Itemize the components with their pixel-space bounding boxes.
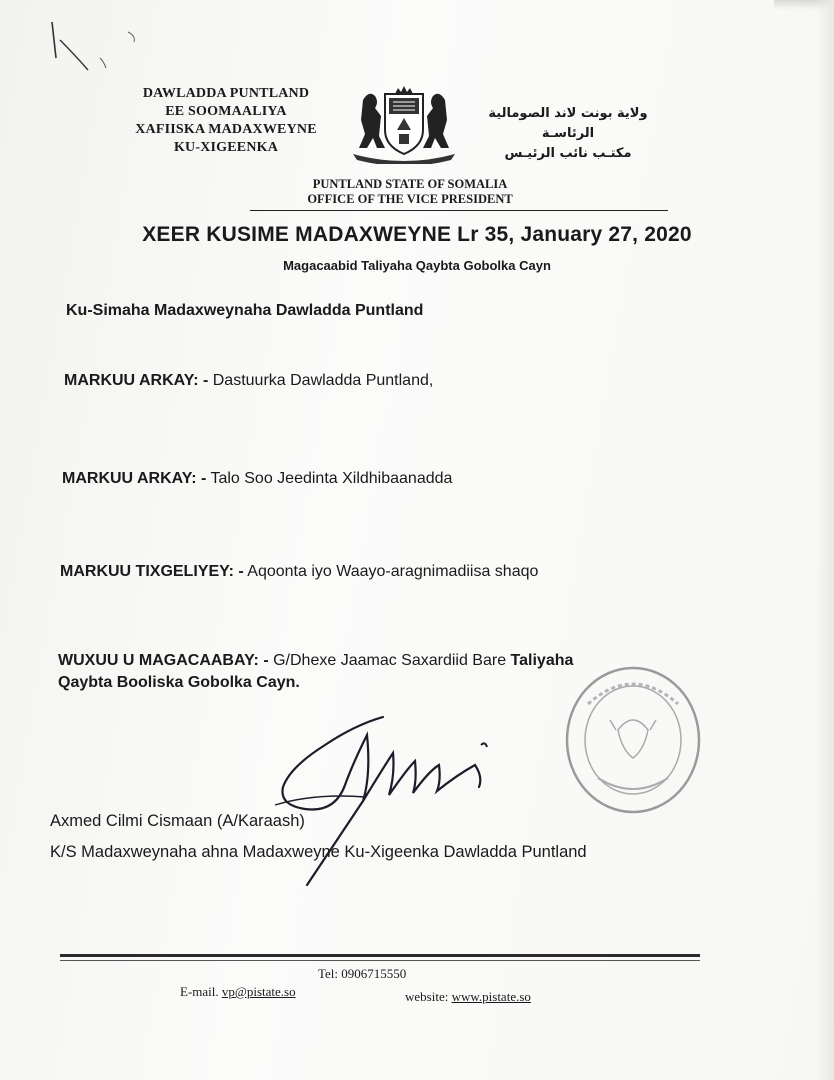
footer-website-label: website: <box>405 989 449 1004</box>
header-somali-block <box>116 85 336 157</box>
clause-label: MARKUU ARKAY: - <box>64 372 209 389</box>
header-line: EE SOOMAALIYA <box>165 104 287 119</box>
coat-of-arms-emblem <box>345 84 463 164</box>
header-line: الرئاسـة <box>541 126 595 141</box>
website-link[interactable]: www.pistate.so <box>451 989 531 1004</box>
clause-text: Dastuurka Dawladda Puntland, <box>208 372 434 389</box>
clause-considering-recommendation <box>62 470 452 488</box>
header-divider <box>250 210 668 211</box>
header-line: PUNTLAND STATE OF SOMALIA <box>312 177 508 191</box>
signatory-title: K/S Madaxweynaha ahna Madaxweyne Ku-Xigeenka Dawladda Puntland <box>50 843 587 861</box>
official-seal-stamp <box>558 660 708 820</box>
clause-considering-constitution <box>64 372 433 390</box>
handwritten-signature <box>235 705 525 895</box>
header-line: OFFICE OF THE VICE PRESIDENT <box>307 192 513 206</box>
clause-text: G/Dhexe Jaamac Saxardiid Bare <box>268 652 511 669</box>
decree-title: XEER KUSIME MADAXWEYNE Lr 35, January 27, 2020 <box>142 223 692 246</box>
clause-label: WUXUU U MAGACAABAY: - <box>58 652 269 669</box>
header-line: ولاية بونت لاند الصومالية <box>488 106 648 121</box>
footer-website <box>405 989 531 1005</box>
clause-taking-into-account <box>60 563 538 581</box>
header-line: XAFIISKA MADAXWEYNE <box>135 122 317 137</box>
decree-subtitle: Magacaabid Taliyaha Qaybta Gobolka Cayn <box>283 258 551 273</box>
header-arabic-block <box>488 104 648 164</box>
clause-appointment-continued: Qaybta Booliska Gobolka Cayn. <box>58 674 300 691</box>
clause-bold-tail: Taliyaha <box>510 652 574 669</box>
footer-telephone: Tel: 0906715550 <box>318 966 407 981</box>
handwritten-mark <box>40 18 150 78</box>
footer-email-label: E-mail. <box>180 984 219 999</box>
clause-text: Aqoonta iyo Waayo-aragnimadiisa shaqo <box>243 563 539 580</box>
scan-shadow <box>816 0 834 1080</box>
email-link[interactable]: vp@pistate.so <box>221 984 296 999</box>
footer-divider <box>60 960 700 961</box>
header-english-block <box>260 177 560 207</box>
footer-email <box>180 984 296 1000</box>
clause-label: MARKUU ARKAY: - <box>62 470 207 487</box>
clause-label: MARKUU TIXGELIYEY: - <box>60 563 244 580</box>
clause-appointment <box>58 652 573 670</box>
clause-text: Talo Soo Jeedinta Xildhibaanadda <box>206 470 453 487</box>
header-line: DAWLADDA PUNTLAND <box>142 86 310 101</box>
header-line: KU-XIGEENKA <box>173 140 279 155</box>
signatory-name: Axmed Cilmi Cismaan (A/Karaash) <box>50 812 305 830</box>
footer-divider <box>60 954 700 957</box>
header-line: مكتـب نائب الرئيـس <box>504 146 632 161</box>
decree-intro: Ku-Simaha Madaxweynaha Dawladda Puntland <box>66 302 424 319</box>
